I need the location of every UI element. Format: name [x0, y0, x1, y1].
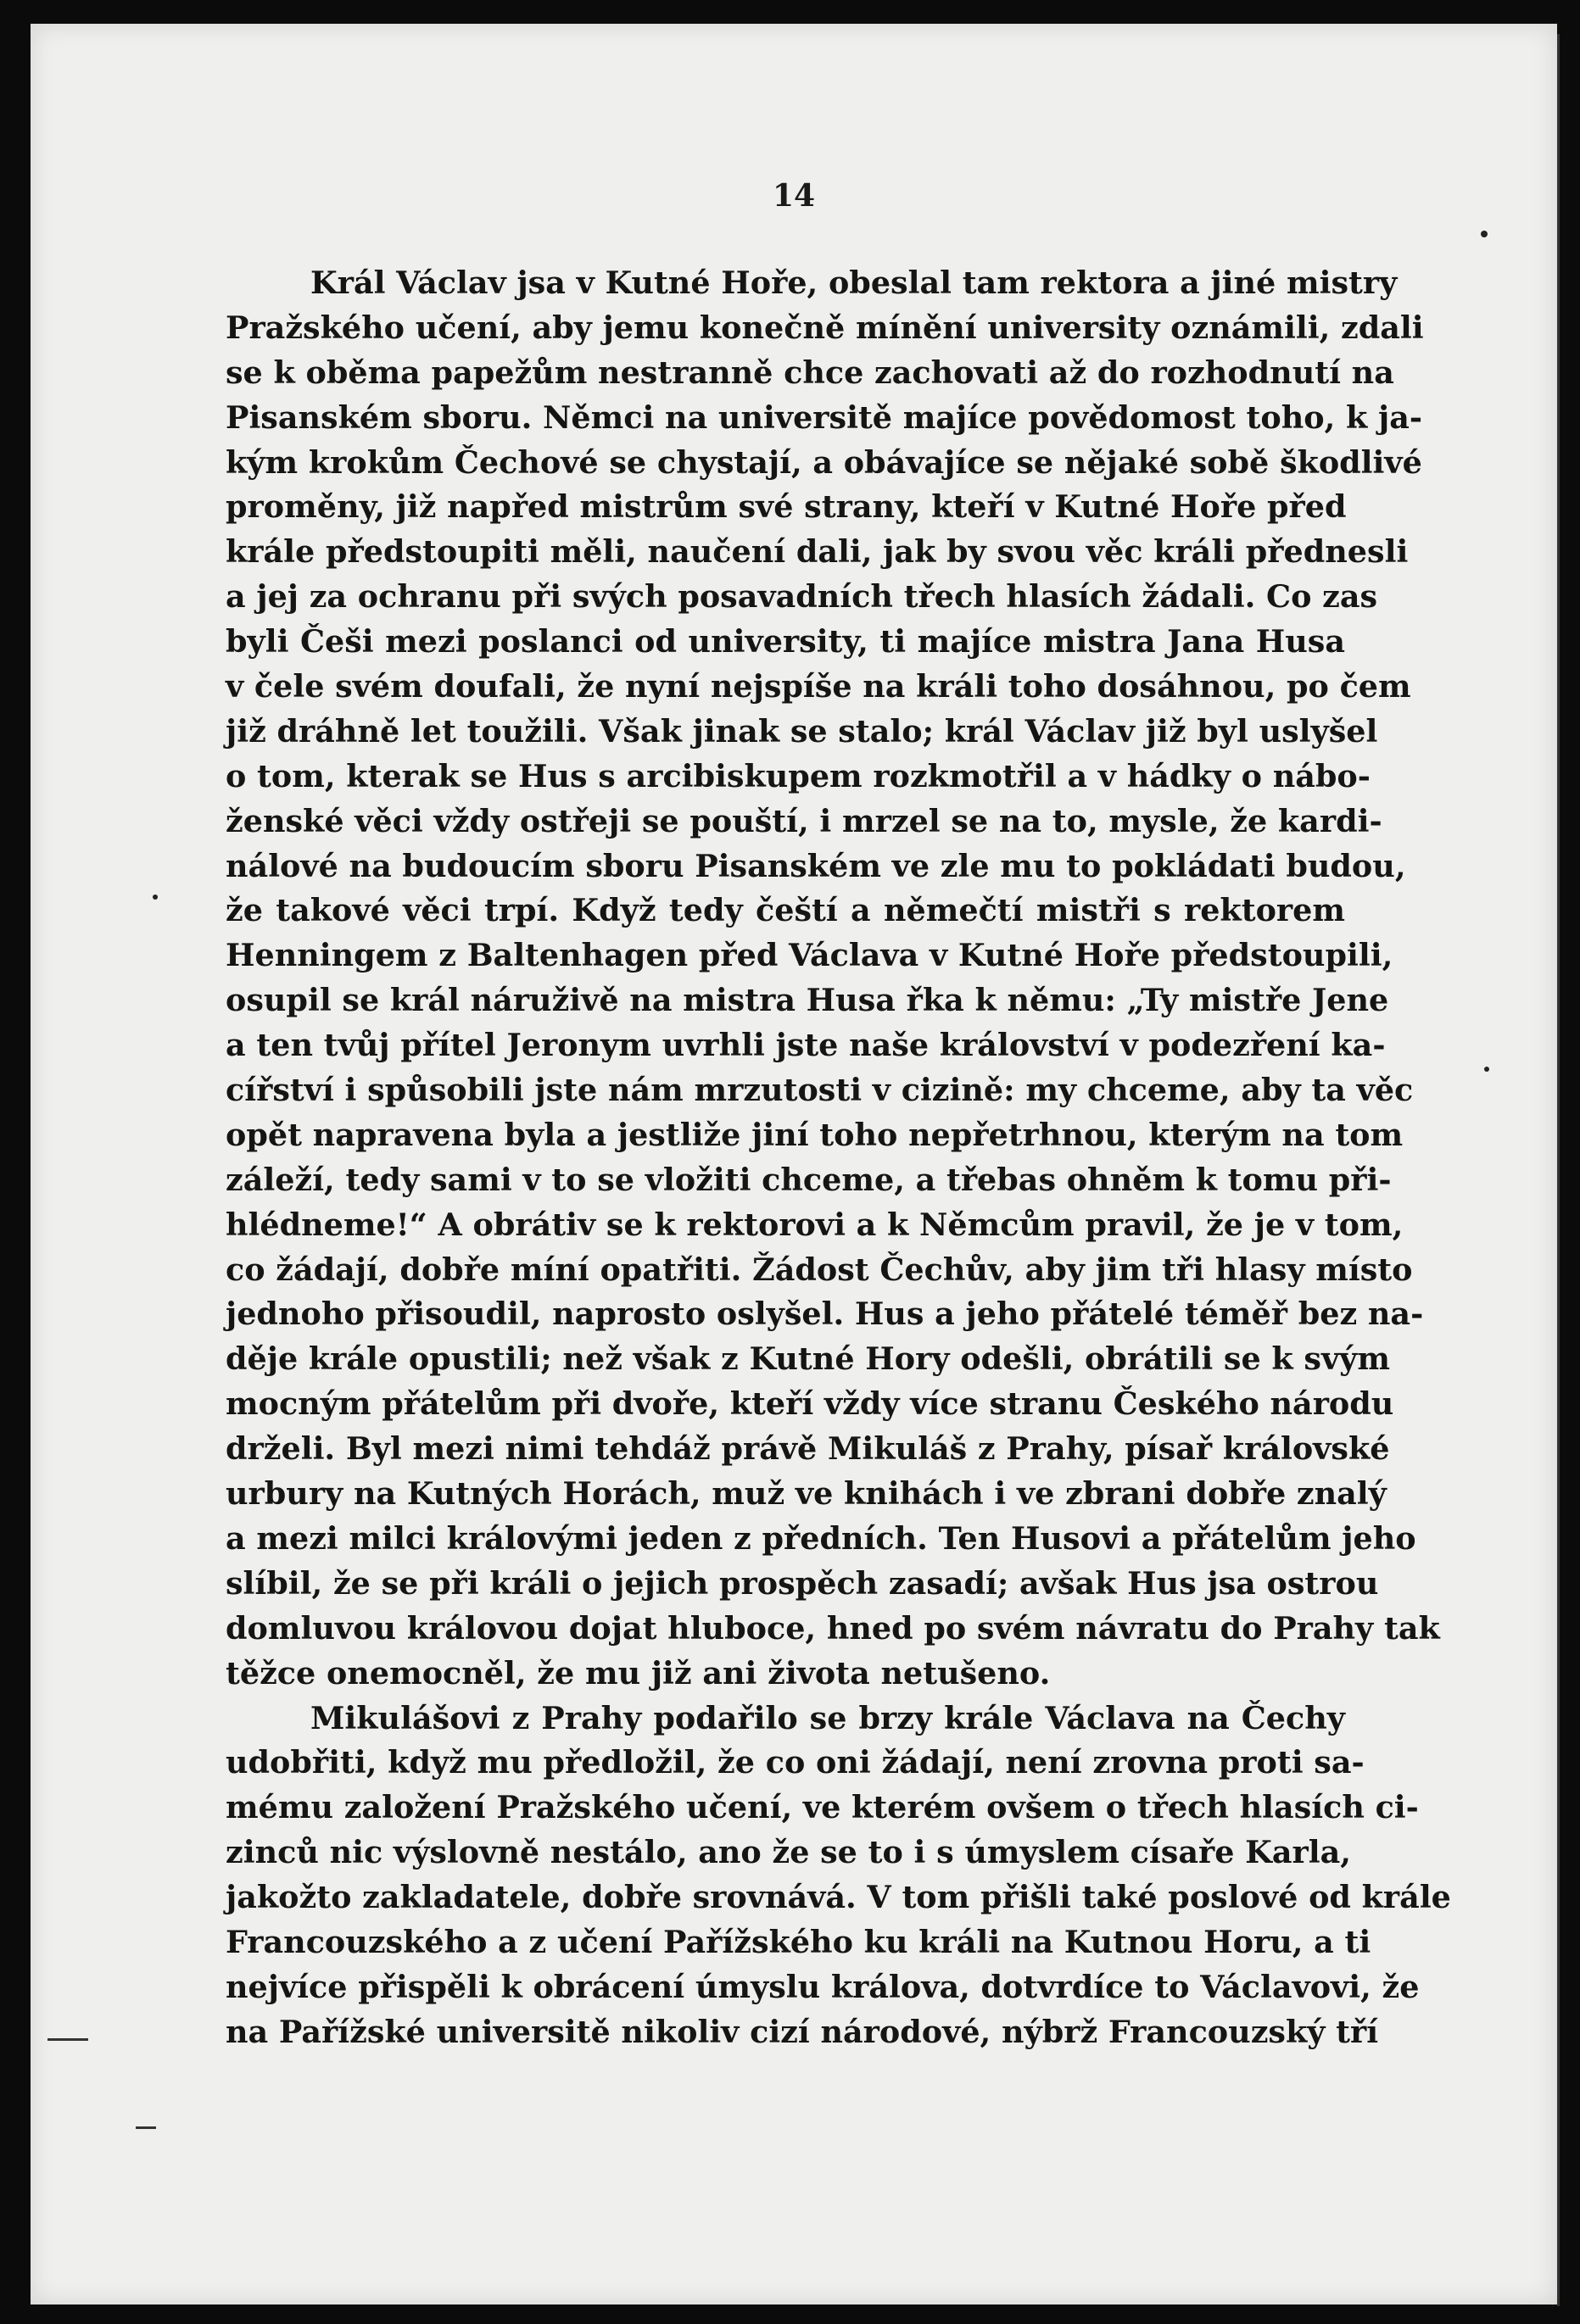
text-line: se k oběma papežům nestranně chce zachovati až do rozhodnutí na — [226, 354, 1394, 391]
text-line: nejvíce přispěli k obrácení úmyslu králova, dotvrdíce to Václavovi, že — [226, 1968, 1420, 2005]
spine-line — [1557, 34, 1560, 2306]
text-line: jakožto zakladatele, dobře srovnává. V tom přišli také poslové od krále — [226, 1879, 1451, 1916]
text-line: již dráhně let toužili. Však jinak se stalo; král Václav již byl uslyšel — [226, 712, 1378, 750]
text-line: děje krále opustili; než však z Kutné Hory odešli, obrátili se k svým — [226, 1340, 1390, 1378]
text-line: v čele svém doufali, že nyní nejspíše na králi toho dosáhnou, po čem — [226, 668, 1411, 705]
text-line: byli Češi mezi poslanci od university, ti majíce mistra Jana Husa — [226, 623, 1345, 660]
text-line: drželi. Byl mezi nimi tehdáž právě Mikuláš z Prahy, písař královské — [226, 1430, 1390, 1468]
text-line: ženské věci vždy ostřeji se pouští, i mrzel se na to, mysle, že kardi- — [226, 802, 1382, 839]
text-line: záleží, tedy sami v to se vložiti chceme, a třebas ohněm k tomu při- — [226, 1161, 1392, 1198]
text-line: proměny, již napřed mistrům své strany, kteří v Kutné Hoře před — [226, 488, 1347, 526]
speck — [1484, 1067, 1489, 1072]
edge-mark — [136, 2126, 156, 2129]
text-line: jednoho přisoudil, naprosto oslyšel. Hus a jeho přátelé téměř bez na- — [226, 1296, 1424, 1333]
text-line: mému založení Pražského učení, ve kterém ovšem o třech hlasích ci- — [226, 1789, 1419, 1826]
text-line: co žádají, dobře míní opatřiti. Žádost Čechův, aby jim tři hlasy místo — [226, 1251, 1413, 1288]
text-line: kým krokům Čechové se chystají, a obávajíce se nějaké sobě škodlivé — [226, 443, 1422, 481]
text-line: Mikulášovi z Prahy podařilo se brzy krále Václava na Čechy — [310, 1699, 1345, 1736]
text-line: domluvou královou dojat hluboce, hned po svém návratu do Prahy tak — [226, 1609, 1440, 1647]
text-line: a ten tvůj přítel Jeronym uvrhli jste naše království v podezření ka- — [226, 1027, 1386, 1064]
page-number: 14 — [772, 178, 816, 214]
text-line: osupil se král náruživě na mistra Husa řka k němu: „Ty mistře Jene — [226, 982, 1389, 1019]
text-line: na Pařížské universitě nikoliv cizí národové, nýbrž Francouzský tří — [226, 2013, 1379, 2050]
body-text — [226, 261, 1451, 2055]
text-line: a mezi milci královými jeden z předních. Ten Husovi a přátelům jeho — [226, 1519, 1416, 1557]
text-line: mocným přátelům při dvoře, kteří vždy více stranu Českého národu — [226, 1385, 1394, 1423]
text-line: že takové věci trpí. Když tedy čeští a němečtí mistři s rektorem — [226, 892, 1345, 929]
text-line: Pražského učení, aby jemu konečně mínění university oznámili, zdali — [226, 309, 1424, 346]
speck — [1481, 231, 1488, 237]
paragraph-2 — [226, 1697, 1451, 2055]
text-line: nálové na budoucím sboru Pisanském ve zle mu to pokládati budou, — [226, 847, 1406, 884]
page — [31, 24, 1557, 2304]
text-line: slíbil, že se při králi o jejich prospěch zasadí; avšak Hus jsa ostrou — [226, 1564, 1379, 1602]
text-line: cířství i spůsobili jste nám mrzutosti v cizině: my chceme, aby ta věc — [226, 1072, 1414, 1109]
text-line: urbury na Kutných Horách, muž ve knihách i ve zbrani dobře znalý — [226, 1475, 1387, 1513]
text-line: udobřiti, když mu předložil, že co oni žádají, není zrovna proti sa- — [226, 1744, 1365, 1781]
text-line: o tom, kterak se Hus s arcibiskupem rozkmotřil a v hádky o nábo- — [226, 757, 1371, 794]
text-line: Král Václav jsa v Kutné Hoře, obeslal tam rektora a jiné mistry — [310, 265, 1398, 301]
speck — [153, 894, 158, 900]
text-line: Pisanském sboru. Němci na universitě majíce povědomost toho, k ja- — [226, 398, 1422, 436]
text-line: Henningem z Baltenhagen před Václava v Kutné Hoře předstoupili, — [226, 937, 1393, 974]
text-line: a jej za ochranu při svých posavadních třech hlasích žádali. Co zas — [226, 578, 1378, 616]
text-line: Francouzského a z učení Pařížského ku králi na Kutnou Horu, a ti — [226, 1923, 1371, 1960]
text-line: opět napravena byla a jestliže jiní toho nepřetrhnou, kterým na tom — [226, 1116, 1404, 1153]
edge-mark — [47, 2038, 88, 2041]
text-line: hlédneme!“ A obrátiv se k rektorovi a k Němcům pravil, že je v tom, — [226, 1206, 1404, 1243]
text-line: krále předstoupiti měli, naučení dali, jak by svou věc králi přednesli — [226, 533, 1409, 571]
text-line: zinců nic výslovně nestálo, ano že se to i s úmyslem císaře Karla, — [226, 1834, 1351, 1871]
paragraph-1 — [226, 261, 1440, 1697]
text-line: těžce onemocněl, že mu již ani života netušeno. — [226, 1654, 1051, 1691]
